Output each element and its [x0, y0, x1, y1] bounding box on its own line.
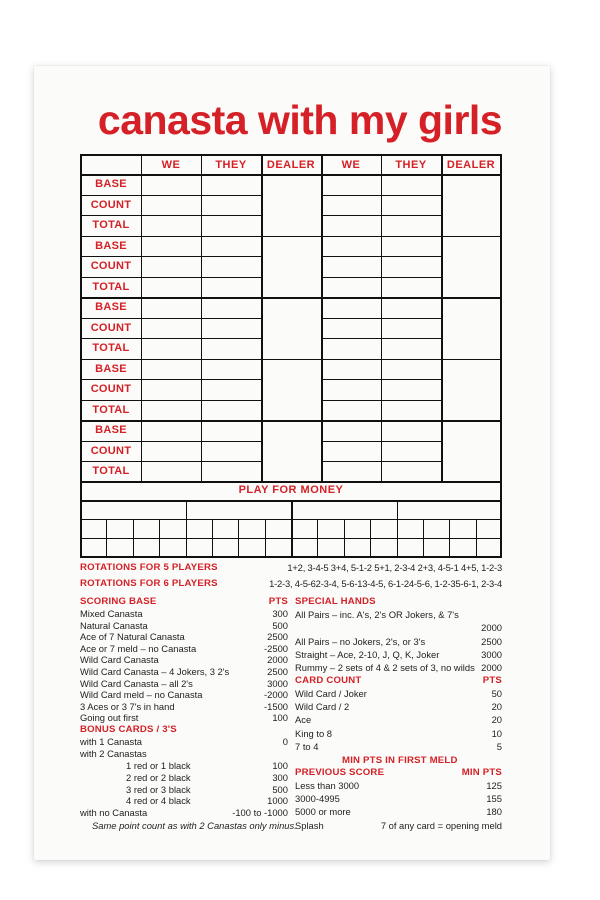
- row-rule: [321, 379, 441, 380]
- meld-row-value: 180: [486, 806, 502, 818]
- count-row-label: Wild Card / Joker: [295, 688, 367, 699]
- money-cell-rule: [449, 519, 450, 557]
- money-cell-rule: [317, 519, 318, 557]
- count-row-label: King to 8: [295, 727, 333, 739]
- meld-row-label: 5000 or more: [295, 806, 351, 818]
- row-rule: [321, 195, 441, 196]
- scoring-row-label: Wild Card Canasta – all 2's: [80, 677, 193, 689]
- previous-score-label: PREVIOUS SCORE: [295, 767, 385, 778]
- scoring-row-label: Going out first: [80, 712, 139, 724]
- bonus-note: Same point count as with 2 Canastas only minus.: [92, 820, 297, 831]
- column-rule: [441, 154, 443, 482]
- special-row-label: All Pairs – no Jokers, 2's, or 3's: [295, 636, 426, 647]
- column-rule: [261, 154, 263, 482]
- bonus-sub-label: 2 red or 2 black: [126, 771, 191, 783]
- money-cell-rule: [238, 519, 239, 557]
- row-rule: [321, 277, 441, 278]
- scoring-row-value: 2000: [267, 654, 288, 666]
- row-rule: [80, 236, 261, 238]
- row-label: COUNT: [90, 444, 132, 457]
- scoring-row-value: 2500: [267, 631, 288, 643]
- special-row-value: 2000: [481, 662, 502, 673]
- money-cell-rule: [370, 519, 371, 557]
- row-rule: [80, 297, 261, 299]
- min-pts-label: MIN PTS: [461, 767, 502, 778]
- rotations-5-value: 1+2, 3-4-5 3+4, 5-1-2 5+1, 2-3-4 2+3, 4-5-1 4+5, 1-2-3: [287, 562, 502, 573]
- splash-value: 7 of any card = opening meld: [380, 820, 502, 831]
- table-border-top: [80, 154, 502, 156]
- first-meld-title: MIN PTS IN FIRST MELD: [342, 755, 458, 766]
- bonus-sub-label: 3 red or 3 black: [126, 783, 191, 795]
- header-dealer-2: DEALER: [446, 159, 496, 171]
- bonus-sub-label: 1 red or 1 black: [126, 760, 191, 771]
- bonus-no-canasta-label: with no Canasta: [80, 807, 148, 818]
- row-rule: [321, 420, 441, 422]
- scoring-row-value: 100: [272, 712, 288, 724]
- dealer-rule: [261, 359, 321, 361]
- scoring-row-value: 300: [272, 608, 288, 619]
- count-row-value: 20: [491, 714, 502, 726]
- table-border-bottom: [80, 481, 502, 483]
- row-label: TOTAL: [92, 280, 130, 293]
- bonus-sub-value: 500: [272, 783, 288, 795]
- card-count-pts: PTS: [482, 675, 502, 686]
- money-cell-rule: [265, 519, 266, 557]
- meld-row-label: 3000-4995: [295, 793, 340, 805]
- count-row-label: Wild Card / 2: [295, 701, 350, 713]
- header-rule: [80, 174, 502, 176]
- special-hands-title: SPECIAL HANDS: [295, 596, 376, 607]
- row-label: TOTAL: [92, 219, 130, 232]
- scoring-row-value: -2000: [264, 689, 288, 701]
- money-cell-rule: [106, 519, 107, 557]
- row-rule: [321, 400, 441, 401]
- row-label: TOTAL: [92, 403, 130, 416]
- bonus-sub-value: 300: [272, 771, 288, 783]
- dealer-rule: [261, 420, 321, 422]
- row-rule: [321, 359, 441, 361]
- row-label: COUNT: [90, 383, 132, 396]
- scoring-row-value: -2500: [264, 642, 288, 654]
- row-rule: [321, 338, 441, 339]
- count-row-value: 50: [491, 688, 502, 699]
- scoring-row-label: Wild Card Canasta – 4 Jokers, 3 2's: [80, 666, 230, 677]
- row-rule: [321, 256, 441, 257]
- money-group-rule: [397, 500, 399, 557]
- scoring-row-value: 2500: [267, 666, 288, 677]
- dealer-rule: [441, 420, 502, 422]
- splash-label: Splash: [295, 820, 324, 831]
- row-rule: [80, 256, 261, 257]
- row-label: BASE: [95, 301, 127, 314]
- bonus-with1-label: with 1 Canasta: [80, 736, 143, 747]
- special-row-label: Rummy – 2 sets of 4 & 2 sets of 3, no wilds: [295, 662, 475, 673]
- row-label: BASE: [95, 362, 127, 375]
- money-cell-rule: [212, 519, 213, 557]
- count-row-label: 7 to 4: [295, 740, 319, 752]
- scoring-row-label: Wild Card meld – no Canasta: [80, 689, 203, 701]
- card-count-title: CARD COUNT: [295, 675, 362, 686]
- scoring-row-value: 500: [272, 619, 288, 631]
- rotations-6-label: ROTATIONS FOR 6 PLAYERS: [80, 578, 218, 589]
- money-title: PLAY FOR MONEY: [238, 484, 344, 496]
- bonus-with2-label: with 2 Canastas: [80, 748, 147, 759]
- money-cell-rule: [344, 519, 345, 557]
- row-rule: [321, 461, 441, 462]
- meld-row-value: 155: [486, 793, 502, 805]
- row-rule: [80, 461, 261, 462]
- row-rule: [80, 420, 261, 422]
- row-label: COUNT: [90, 321, 132, 334]
- header-we: WE: [161, 159, 181, 171]
- row-rule: [80, 318, 261, 319]
- row-label: COUNT: [90, 260, 132, 273]
- scoring-row-label: Ace of 7 Natural Canasta: [80, 631, 185, 643]
- bonus-cards-title: BONUS CARDS / 3'S: [80, 724, 177, 735]
- row-label: BASE: [95, 239, 127, 252]
- money-group-rule: [186, 500, 188, 557]
- scoring-base-pts: PTS: [268, 596, 288, 607]
- rotations-5-label: ROTATIONS FOR 5 PLAYERS: [80, 562, 218, 573]
- scoring-base-title: SCORING BASE: [80, 596, 157, 607]
- bonus-with1-value: 0: [282, 736, 288, 747]
- header-they: THEY: [215, 159, 247, 171]
- dealer-rule: [441, 297, 502, 299]
- row-rule: [80, 215, 261, 216]
- scoring-row-label: Wild Card Canasta: [80, 654, 159, 666]
- count-row-value: 10: [491, 727, 502, 739]
- scoring-row-label: 3 Aces or 3 7's in hand: [80, 700, 175, 712]
- special-row-value: 2000: [481, 622, 502, 633]
- rotations-6-value: 1-2-3, 4-5-62-3-4, 5-6-13-4-5, 6-1-24-5-6, 1-2-35-6-1, 2-3-4: [269, 578, 502, 589]
- special-row-value: 2500: [481, 636, 502, 647]
- meld-row-label: Less than 3000: [295, 780, 360, 791]
- scoring-row-label: Mixed Canasta: [80, 608, 143, 619]
- scoring-row-value: -1500: [264, 700, 288, 712]
- dealer-rule: [441, 359, 502, 361]
- money-cell-rule: [476, 519, 477, 557]
- scoring-row-value: 3000: [267, 677, 288, 689]
- row-rule: [80, 441, 261, 442]
- header-we-2: WE: [341, 159, 361, 171]
- count-row-value: 5: [496, 740, 502, 752]
- special-row-label: All Pairs – inc. A's, 2's OR Jokers, & 7's: [295, 609, 459, 620]
- row-rule: [321, 297, 441, 299]
- bonus-no-canasta-value: -100 to -1000: [232, 807, 288, 818]
- row-rule: [80, 338, 261, 339]
- card-title: canasta with my girls: [97, 97, 503, 143]
- dealer-rule: [261, 297, 321, 299]
- row-label: COUNT: [90, 198, 132, 211]
- row-rule: [80, 195, 261, 196]
- row-rule: [80, 400, 261, 401]
- money-group-rule: [291, 500, 293, 557]
- dealer-rule: [261, 236, 321, 238]
- money-cell-rule: [423, 519, 424, 557]
- row-label: TOTAL: [92, 342, 130, 355]
- row-rule: [80, 277, 261, 278]
- row-rule: [321, 215, 441, 216]
- bonus-sub-label: 4 red or 4 black: [126, 795, 191, 807]
- bonus-sub-value: 1000: [267, 795, 288, 807]
- count-row-label: Ace: [295, 714, 312, 726]
- row-rule: [321, 318, 441, 319]
- row-label: BASE: [95, 178, 127, 190]
- scoring-row-label: Natural Canasta: [80, 619, 148, 631]
- header-dealer: DEALER: [266, 159, 316, 171]
- header-they-2: THEY: [395, 159, 427, 171]
- table-border-right: [500, 154, 502, 482]
- row-rule: [80, 379, 261, 380]
- row-rule: [80, 359, 261, 361]
- count-row-value: 20: [491, 701, 502, 713]
- special-row-value: 3000: [481, 649, 502, 660]
- money-cell-rule: [159, 519, 160, 557]
- row-rule: [321, 236, 441, 238]
- row-label: BASE: [95, 424, 127, 437]
- meld-row-value: 125: [486, 780, 502, 791]
- scoring-row-label: Ace or 7 meld – no Canasta: [80, 642, 197, 654]
- row-rule: [321, 441, 441, 442]
- special-row-label: Straight – Ace, 2-10, J, Q, K, Joker: [295, 649, 440, 660]
- dealer-rule: [441, 236, 502, 238]
- row-label: TOTAL: [92, 465, 130, 478]
- bonus-sub-value: 100: [272, 760, 288, 771]
- money-cell-rule: [133, 519, 134, 557]
